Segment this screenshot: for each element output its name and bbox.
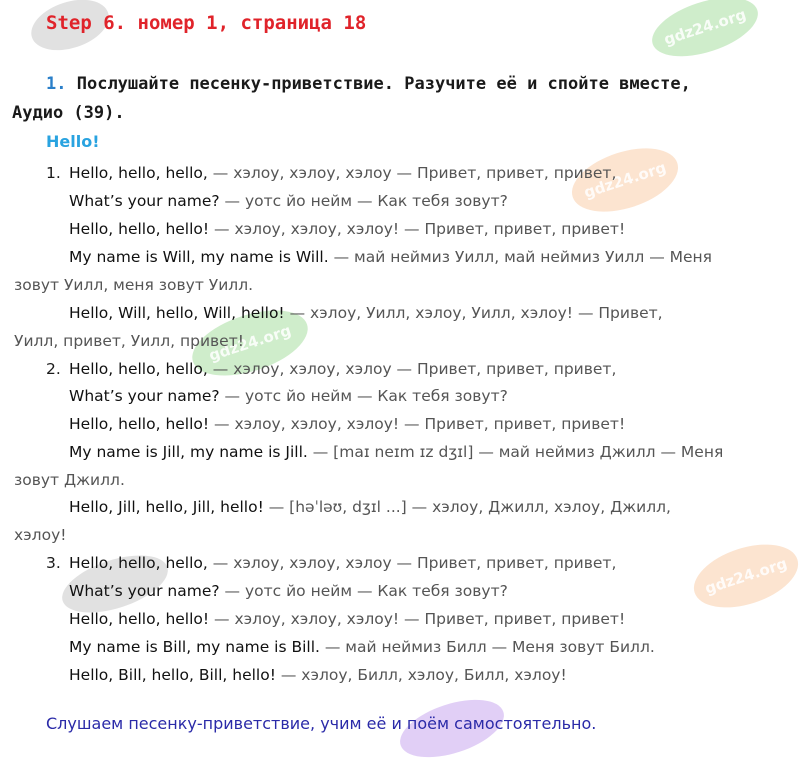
lyric-line (69, 247, 712, 267)
song-title: Hello! (46, 132, 100, 151)
summary-text: Слушаем песенку-приветствие, учим её и поём самостоятельно. (46, 714, 597, 733)
transcription-translation: зовут Джилл. (14, 471, 125, 489)
transcription-translation: Уилл, привет, Уилл, привет! (14, 332, 244, 350)
verse-number: 3. (46, 554, 61, 572)
lyric-line (69, 386, 508, 406)
lyric-line (69, 191, 508, 211)
transcription-translation: — хэлоу, хэлоу, хэлоу — Привет, привет, привет, (207, 360, 617, 378)
english-lyric: My name is Jill, my name is Jill. (69, 443, 308, 461)
english-lyric: Hello, hello, hello, (69, 360, 208, 378)
watermark-logo: gdz24.org (184, 298, 315, 388)
transcription-translation: — уотс йо нейм — Как тебя зовут? (219, 192, 508, 210)
transcription-translation: — [həˈləʊ, dʒɪl ...] — хэлоу, Джилл, хэлоу, Джилл, (263, 498, 671, 516)
lyric-line (69, 497, 671, 517)
transcription-translation: — хэлоу, Билл, хэлоу, Билл, хэлоу! (275, 666, 567, 684)
watermark-logo: gdz24.org (564, 136, 686, 223)
page-title: Step 6. номер 1, страница 18 (46, 12, 367, 34)
english-lyric: What’s your name? (69, 582, 220, 600)
english-lyric: Hello, hello, hello! (69, 220, 210, 238)
watermark-logo: gdz24.org (686, 533, 800, 620)
english-lyric: My name is Will, my name is Will. (69, 248, 329, 266)
lyric-line (46, 359, 616, 379)
lyric-line (69, 219, 625, 239)
transcription-translation: зовут Уилл, меня зовут Уилл. (14, 276, 254, 294)
english-lyric: Hello, Jill, hello, Jill, hello! (69, 498, 264, 516)
transcription-translation: — хэлоу, хэлоу, хэлоу! — Привет, привет, привет! (209, 220, 626, 238)
transcription-translation: — хэлоу, хэлоу, хэлоу — Привет, привет, привет, (207, 554, 617, 572)
lyric-line (69, 665, 567, 685)
lyric-line (46, 163, 616, 183)
transcription-translation: хэлоу! (14, 526, 67, 544)
lyric-line (69, 303, 663, 323)
transcription-translation: — [maɪ neɪm ɪz dʒɪl] — май неймиз Джилл — Меня (307, 443, 724, 461)
english-lyric: What’s your name? (69, 387, 220, 405)
lyric-line (14, 525, 66, 545)
english-lyric: Hello, hello, hello! (69, 415, 210, 433)
verse-number: 1. (46, 164, 61, 182)
lyric-line (69, 581, 508, 601)
transcription-translation: — май неймиз Билл — Меня зовут Билл. (319, 638, 655, 656)
transcription-translation: — хэлоу, хэлоу, хэлоу! — Привет, привет, привет! (209, 415, 626, 433)
lyric-line (14, 331, 244, 351)
transcription-translation: — хэлоу, хэлоу, хэлоу! — Привет, привет, привет! (209, 610, 626, 628)
english-lyric: What’s your name? (69, 192, 220, 210)
lyric-line (14, 470, 125, 490)
task-text (12, 70, 752, 128)
verse-number: 2. (46, 360, 61, 378)
transcription-translation: — уотс йо нейм — Как тебя зовут? (219, 387, 508, 405)
english-lyric: Hello, hello, hello! (69, 610, 210, 628)
transcription-translation: — уотс йо нейм — Как тебя зовут? (219, 582, 508, 600)
lyric-line (14, 275, 253, 295)
english-lyric: Hello, hello, hello, (69, 554, 208, 572)
lyric-line (69, 414, 625, 434)
transcription-translation: — май неймиз Уилл, май неймиз Уилл — Меня (328, 248, 712, 266)
lyric-line (69, 637, 655, 657)
lyric-line (69, 442, 723, 462)
lyric-line (69, 609, 625, 629)
task-instruction: Послушайте песенку-приветствие. Разучите её и спойте вместе, Аудио (39). (12, 74, 691, 123)
english-lyric: Hello, hello, hello, (69, 164, 208, 182)
transcription-translation: — хэлоу, Уилл, хэлоу, Уилл, хэлоу! — Привет, (284, 304, 663, 322)
english-lyric: My name is Bill, my name is Bill. (69, 638, 320, 656)
lyric-line (46, 553, 616, 573)
english-lyric: Hello, Bill, hello, Bill, hello! (69, 666, 276, 684)
watermark-logo: gdz24.org (645, 0, 765, 68)
english-lyric: Hello, Will, hello, Will, hello! (69, 304, 285, 322)
transcription-translation: — хэлоу, хэлоу, хэлоу — Привет, привет, привет, (207, 164, 617, 182)
task-number: 1. (46, 74, 67, 94)
